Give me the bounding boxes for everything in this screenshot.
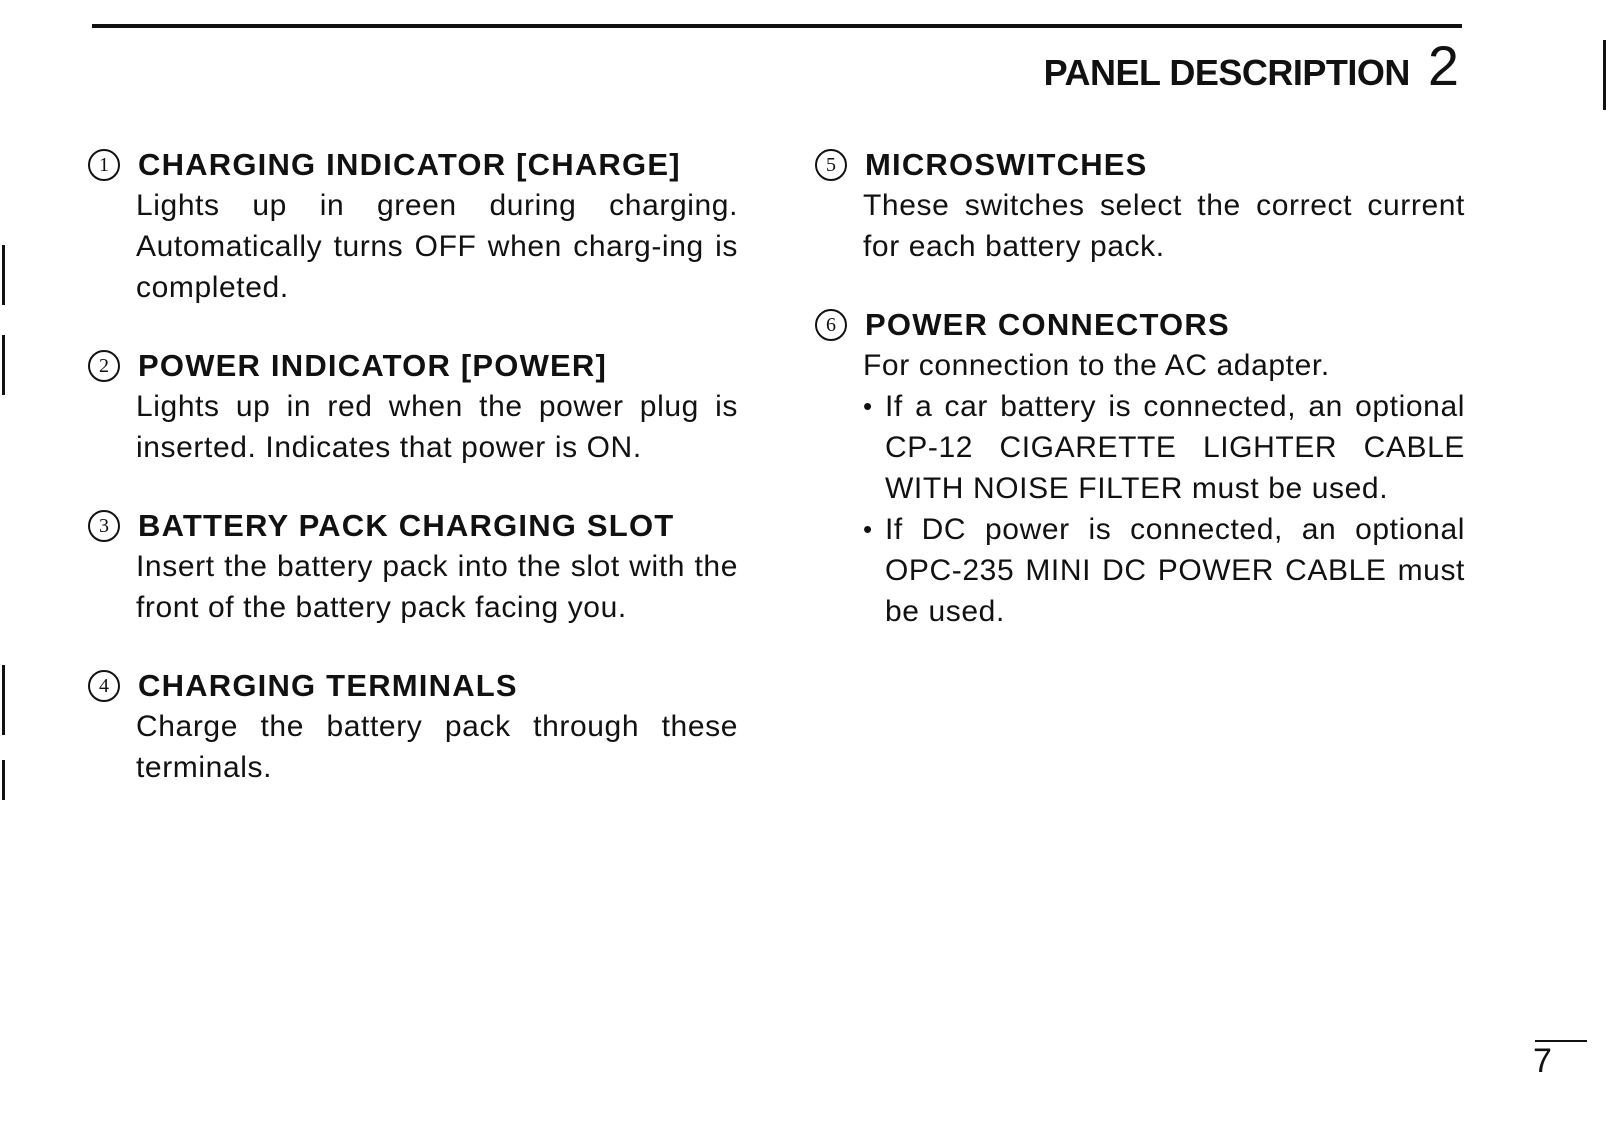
item-title: CHARGING INDICATOR [CHARGE] bbox=[138, 147, 681, 182]
item-title: POWER INDICATOR [POWER] bbox=[138, 348, 608, 383]
item-title: CHARGING TERMINALS bbox=[138, 668, 518, 703]
bullet-list bbox=[863, 386, 1465, 632]
item-description: These switches select the correct current for each battery pack. bbox=[863, 189, 1465, 263]
bullet-icon: • bbox=[863, 514, 873, 544]
item-heading bbox=[815, 305, 1465, 345]
circled-number: 2 bbox=[88, 350, 120, 382]
bullet-text: If a car battery is connected, an optional CP-12 CIGARETTE LIGHTER CABLE WITH NOISE FILTER must be used. bbox=[885, 390, 1465, 505]
item-power-connectors bbox=[815, 305, 1465, 632]
top-rule bbox=[92, 24, 1462, 28]
item-heading bbox=[88, 346, 738, 386]
item-description: Insert the battery pack into the slot with the front of the battery pack facing you. bbox=[136, 550, 738, 624]
item-heading bbox=[88, 666, 738, 706]
item-battery-pack-slot bbox=[88, 506, 738, 628]
item-description: Lights up in green during charging. Automatically turns OFF when charg-ing is completed. bbox=[136, 189, 738, 304]
list-item bbox=[863, 386, 1465, 509]
circled-number: 3 bbox=[88, 510, 120, 542]
item-title: POWER CONNECTORS bbox=[865, 307, 1230, 342]
scan-edge-mark bbox=[2, 665, 5, 735]
bullet-text: If DC power is connected, an optional OPC-235 MINI DC POWER CABLE must be used. bbox=[885, 513, 1465, 628]
circled-number: 5 bbox=[815, 149, 847, 181]
item-description: For connection to the AC adapter. bbox=[863, 349, 1330, 382]
right-column bbox=[815, 145, 1465, 670]
list-item bbox=[863, 509, 1465, 632]
circled-number: 4 bbox=[88, 670, 120, 702]
item-title: BATTERY PACK CHARGING SLOT bbox=[138, 508, 675, 543]
left-column bbox=[88, 145, 738, 826]
page-header bbox=[1043, 34, 1459, 97]
item-description: Charge the battery pack through these terminals. bbox=[136, 710, 738, 784]
circled-number: 6 bbox=[815, 309, 847, 341]
item-power-indicator bbox=[88, 346, 738, 468]
item-charging-terminals bbox=[88, 666, 738, 788]
circled-number: 1 bbox=[88, 149, 120, 181]
scan-edge-mark bbox=[2, 760, 5, 800]
item-heading bbox=[88, 506, 738, 546]
chapter-number: 2 bbox=[1427, 34, 1459, 97]
item-description: Lights up in red when the power plug is inserted. Indicates that power is ON. bbox=[136, 390, 738, 464]
item-title: MICROSWITCHES bbox=[865, 147, 1148, 182]
page-number: 7 bbox=[1533, 1042, 1552, 1080]
scan-edge-mark bbox=[1603, 40, 1606, 110]
item-microswitches bbox=[815, 145, 1465, 267]
section-title: PANEL DESCRIPTION bbox=[1043, 52, 1410, 93]
bullet-icon: • bbox=[863, 391, 873, 421]
scan-edge-mark bbox=[2, 245, 5, 305]
item-heading bbox=[815, 145, 1465, 185]
scan-edge-mark bbox=[2, 335, 5, 395]
item-heading bbox=[88, 145, 738, 185]
item-charging-indicator bbox=[88, 145, 738, 308]
